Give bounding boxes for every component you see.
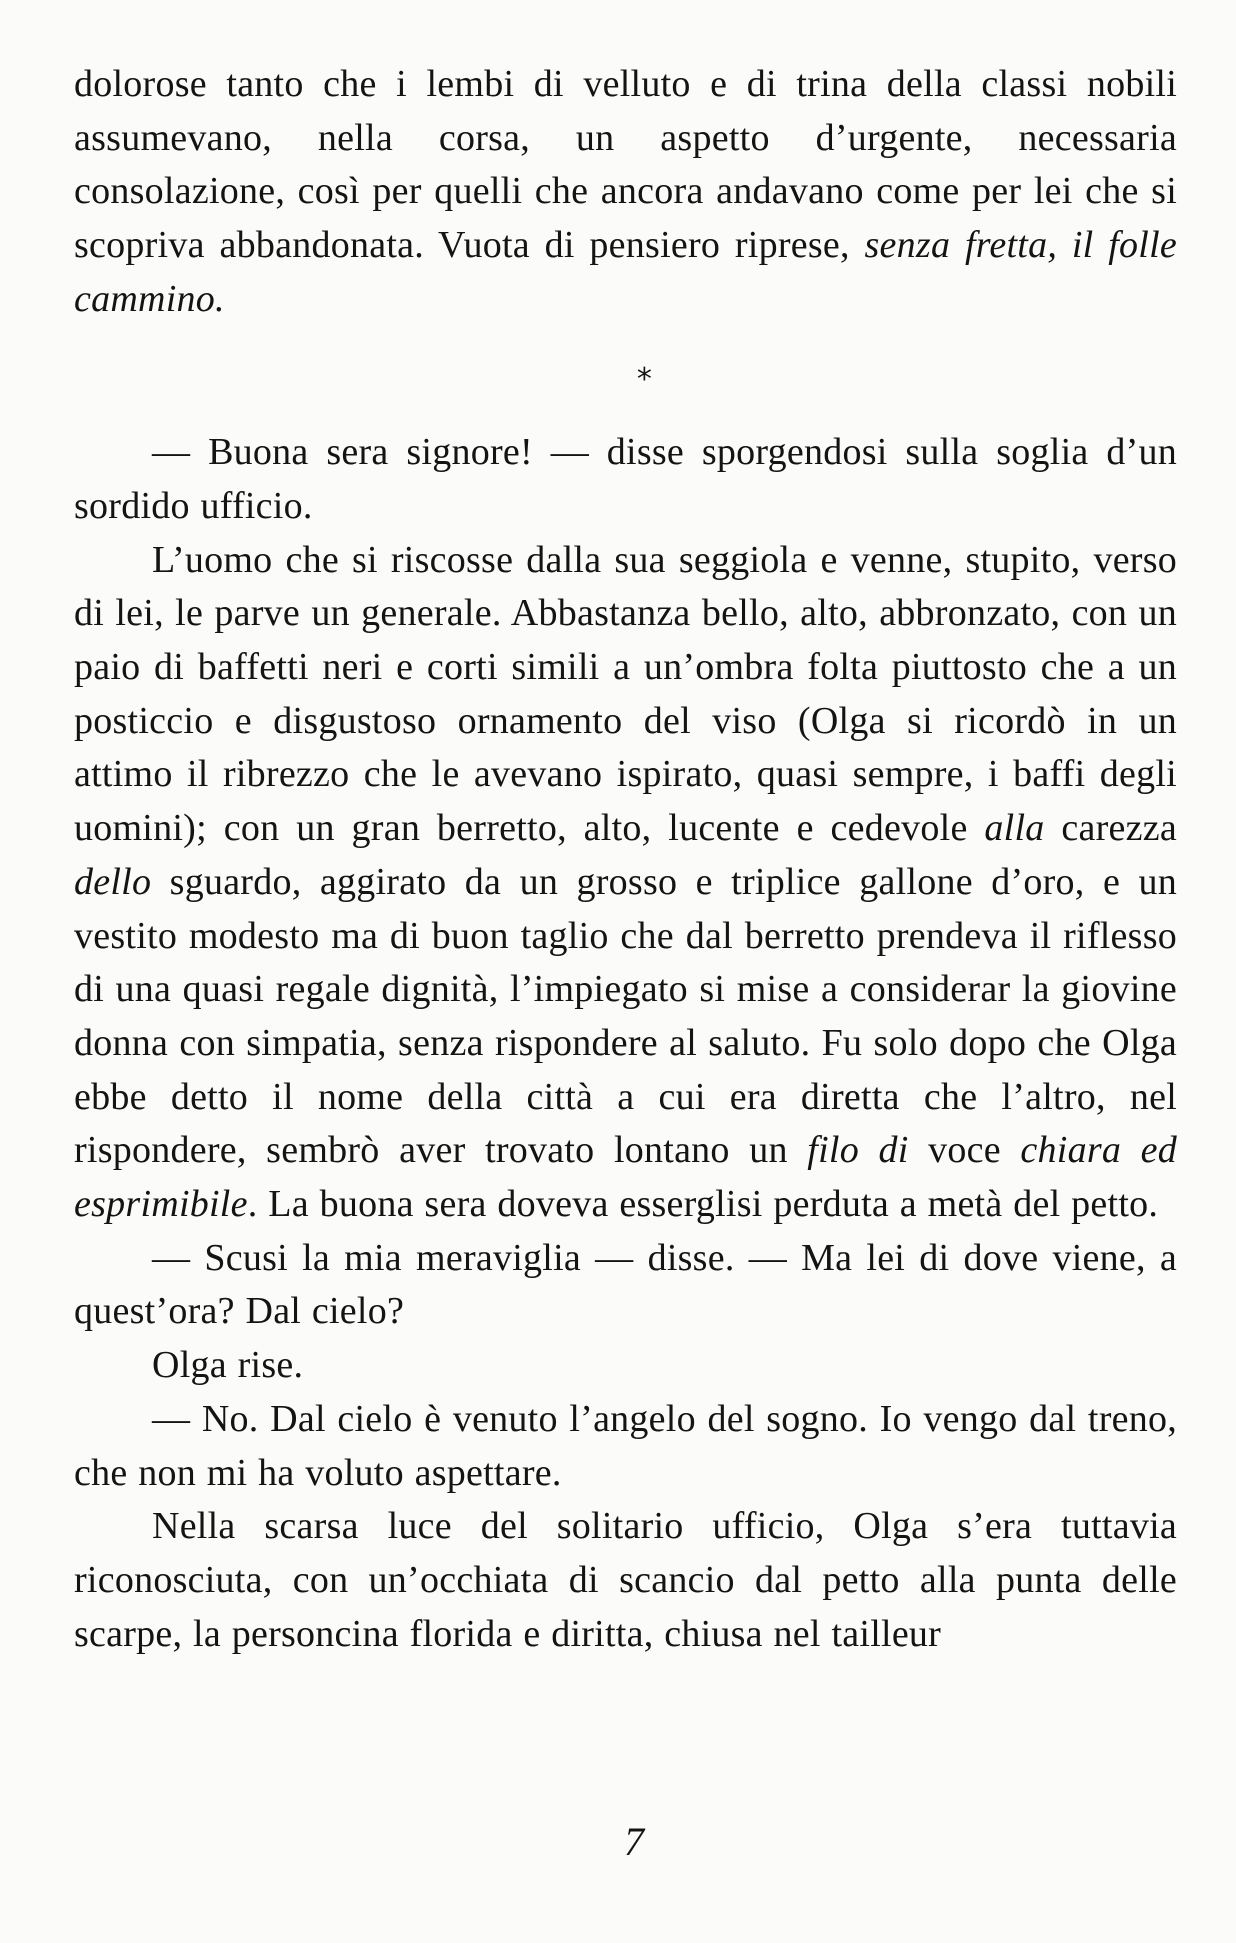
paragraph-1-text: dolorose tanto che i lembi di velluto e di trina della classi nobili assumevano, nella corsa, un aspetto d’urgente, necessaria consolazione, così per quelli che ancora andavano come per lei che si scopriva abbandonata. Vuota di pensiero riprese, xyxy=(74,63,1177,267)
body-text xyxy=(74,58,1177,1661)
paragraph-2: — Buona sera signore! — disse sporgendosi sulla soglia d’un sordido ufficio. xyxy=(74,431,1177,527)
paragraph-3-text-a: L’uomo che si riscosse dalla sua seggiola e venne, stupito, verso di lei, le parve un generale. Abbastanza bello, alto, abbronzato, con un paio di baffetti neri e corti simili a un’ombra folta piuttosto che a un posticcio e disgustoso ornamento del viso (Olga si ricordò in un attimo il ribrezzo che le avevano ispirato, quasi sempre, i baffi degli uomini); con un gran berretto, alto, lucente e cedevole xyxy=(74,538,1177,850)
paragraph-3-italic-3: filo di xyxy=(807,1129,909,1172)
paragraph-3-italic-2: dello xyxy=(74,860,152,903)
paragraph-3-italic-4: chiara ed esprimibile xyxy=(74,1129,1178,1226)
paragraph-3-text-e: . La buona sera doveva esserglisi perduta a metà del petto. xyxy=(247,1183,1159,1226)
paragraph-3 xyxy=(74,534,1177,1232)
paragraph-1-italic: senza fretta, il folle cammino. xyxy=(74,224,1177,320)
paragraph-7: Nella scarsa luce del solitario ufficio, Olga s’era tuttavia riconosciuta, con un’occhiata di scancio dal petto alla punta delle scarpe, la personcina florida e diritta, chiusa nel tailleur xyxy=(74,1505,1177,1655)
paragraph-3-text-b: carezza xyxy=(1044,807,1177,850)
paragraph-3-italic-1: alla xyxy=(984,807,1045,850)
paragraph-3-text-d: voce xyxy=(908,1129,1021,1172)
paragraph-3-text-c: sguardo, aggirato da un grosso e triplice gallone d’oro, e un vestito modesto ma di buon taglio che dal berretto prendeva il riflesso di una quasi regale dignità, l’impiegato si mise a considerar la giovine donna con simpatia, senza rispondere al saluto. Fu solo dopo che Olga ebbe detto il nome della città a cui era diretta che l’altro, nel rispondere, sembrò aver trovato lontano un xyxy=(74,860,1177,1172)
paragraph-4: — Scusi la mia meraviglia — disse. — Ma lei di dove viene, a quest’ora? Dal cielo? xyxy=(74,1236,1177,1333)
section-separator: * xyxy=(636,361,653,397)
paragraph-6: — No. Dal cielo è venuto l’angelo del sogno. Io vengo dal treno, che non mi ha voluto aspettare. xyxy=(74,1397,1177,1494)
paragraph-1 xyxy=(74,58,1177,327)
page-number: 7 xyxy=(624,1819,644,1864)
paragraph-5: Olga rise. xyxy=(152,1344,304,1387)
